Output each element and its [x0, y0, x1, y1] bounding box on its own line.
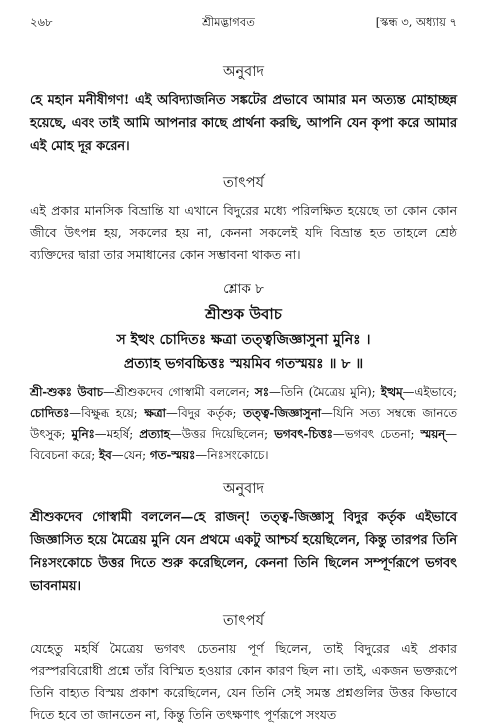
synonym-meaning: —নিঃসংকোচে।: [195, 448, 269, 462]
translation-text: হে মহান মনীষীগণ! এই অবিদ্যাজনিত সঙ্কটের প্রভাবে আমার মন অত্যন্ত মোহাচ্ছন্ন হয়েছে, এবং তাই আমি আপনার কাছে প্রার্থনা করছি, আপনি যেন কৃপা করে আমার এই মোহ দূর করেন।: [30, 93, 457, 154]
purport-heading: তাৎপর্য: [222, 175, 265, 191]
synonym-term: মুনিঃ: [71, 427, 95, 441]
synonym-term: স্ময়ন্: [420, 427, 446, 441]
chapter-reference: [স্কন্ধ ৩, অধ্যায় ৭: [375, 15, 457, 29]
synonym-meaning: —ভগবৎ চেতনা;: [332, 427, 421, 441]
synonym-term: সঃ: [254, 385, 269, 399]
synonym-meaning: —যিনি সত্য সম্বন্ধে জানতে উৎসুক;: [30, 406, 458, 441]
synonym-term: শ্রী-শুকঃ উবাচ: [30, 385, 103, 399]
synonym-term: প্রত্যাহ: [139, 427, 170, 441]
purport-text-2: যেহেতু মহর্ষি মৈত্রেয় ভগবৎ চেতনায় পূর্ণ ছিলেন, তাই বিদুরের এই প্রকার পরস্পরবিরোধী প্রশ্নে তাঁর বিস্মিত হওয়ার কোন কারণ ছিল না। তাই, একজন ভক্তরূপে তিনি বাহ্যত বিস্ময় প্রকাশ করেছিলেন, যেন তিনি সেই সমস্ত প্রশ্নগুলির উত্তর কিভাবে দিতে হবে তা জানতেন না, কিন্তু তিনি তৎক্ষণাৎ পূর্ণরূপে সংযত: [30, 641, 457, 722]
book-title: শ্রীমদ্ভাগবত: [202, 15, 255, 29]
synonym-meaning: —বিক্ষুব্ধ হয়ে;: [69, 406, 145, 420]
purport-heading-2: তাৎপর্য: [222, 613, 265, 629]
synonym-meaning: —উত্তর দিয়েছিলেন;: [169, 427, 275, 441]
synonym-term: ইত্থম্: [380, 385, 403, 399]
translation-heading-2: অনুবাদ: [222, 481, 265, 497]
synonym-meaning: —যেন;: [111, 448, 150, 462]
verse-number: শ্লোক ৮: [223, 281, 264, 297]
running-head: [30, 14, 457, 33]
synonyms-paragraph: [30, 382, 457, 466]
synonym-term: তত্ত্ব-জিজ্ঞাসুনা: [243, 406, 322, 420]
synonym-term: গত-স্ময়ঃ: [149, 448, 196, 462]
synonym-meaning: —শ্রীশুকদেব গোস্বামী বললেন;: [102, 385, 255, 399]
synonym-meaning: —বিবেচনা করে;: [30, 427, 457, 462]
verse-line-2: প্রত্যাহ ভগবচ্চিত্তঃ স্ময়মিব গতস্ময়ঃ ॥ ৮ ॥: [123, 356, 364, 372]
synonym-term: চোদিতঃ: [30, 406, 70, 420]
synonym-meaning: —বিদুর কর্তৃক;: [165, 406, 244, 420]
verse-speaker: শ্রীশুক উবাচ: [205, 305, 282, 323]
synonym-term: ক্ষত্রা: [144, 406, 166, 420]
verse-line-1: স ইত্থং চোদিতঃ ক্ষত্রা তত্ত্বজিজ্ঞাসুনা মুনিঃ ।: [116, 332, 371, 348]
synonym-meaning: —মহর্ষি;: [94, 427, 140, 441]
page-number: ২৬৮: [30, 15, 53, 29]
synonym-meaning: —এইভাবে;: [402, 385, 457, 399]
translation-heading: অনুবাদ: [222, 64, 265, 80]
translation-text-2: শ্রীশুকদেব গোস্বামী বললেন—হে রাজন্! তত্ত্ব-জিজ্ঞাসু বিদুর কর্তৃক এইভাবে জিজ্ঞাসিত হয়ে মৈত্রেয় মুনি যেন প্রথমে একটু আশ্চর্য হয়েছিলেন, কিন্তু তারপর তিনি নিঃসংকোচে উত্তর দিতে শুরু করেছিলেন, কেননা তিনি ছিলেন সম্পূর্ণরূপে ভগবৎ ভাবনাময়।: [30, 510, 457, 594]
synonym-term: ইব: [99, 448, 112, 462]
synonym-meaning: —তিনি (মৈত্রেয় মুনি);: [269, 385, 381, 399]
purport-text: এই প্রকার মানসিক বিভ্রান্তি যা এখানে বিদুরের মধ্যে পরিলক্ষিত হয়েছে তা কোন কোন জীবে উৎপন্ন হয়, সকলের হয় না, কেননা সকলেই যদি বিভ্রান্ত হত তাহলে শ্রেষ্ঠ ব্যক্তিদের দ্বারা তার সমাধানের কোন সম্ভাবনা থাকত না।: [30, 203, 457, 262]
synonym-term: ভগবৎ-চিত্তঃ: [274, 427, 333, 441]
